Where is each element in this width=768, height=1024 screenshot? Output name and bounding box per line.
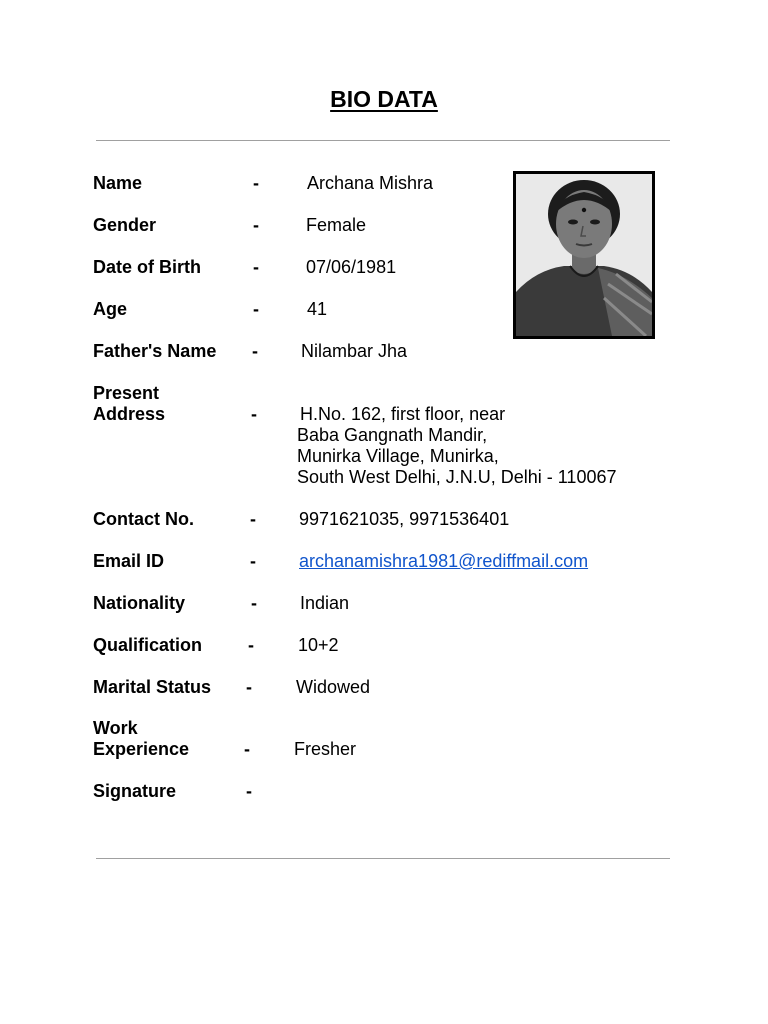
- address-line: H.No. 162, first floor, near: [300, 404, 506, 424]
- father-name-separator: -: [252, 341, 258, 361]
- nationality-value: Indian: [300, 593, 350, 613]
- portrait-illustration: [516, 174, 652, 336]
- address-label-line1: Present: [93, 383, 160, 403]
- age-value: 41: [307, 299, 328, 319]
- marital-status-separator: -: [246, 677, 252, 697]
- qualification-value: 10+2: [298, 635, 339, 655]
- address-line: Baba Gangnath Mandir,: [297, 425, 488, 445]
- work-experience-label-line1: Work: [93, 718, 138, 738]
- age-separator: -: [253, 299, 259, 319]
- work-experience-separator: -: [244, 739, 250, 759]
- marital-status-label: Marital Status: [93, 677, 212, 697]
- gender-separator: -: [253, 215, 259, 235]
- signature-separator: -: [246, 781, 252, 801]
- gender-label: Gender: [93, 215, 157, 235]
- work-experience-value: Fresher: [294, 739, 357, 759]
- address-line: Munirka Village, Munirka,: [297, 446, 499, 466]
- name-label: Name: [93, 173, 143, 193]
- qualification-label: Qualification: [93, 635, 203, 655]
- email-label: Email ID: [93, 551, 165, 571]
- profile-photo: [513, 171, 655, 339]
- marital-status-value: Widowed: [296, 677, 371, 697]
- nationality-label: Nationality: [93, 593, 186, 613]
- dob-separator: -: [253, 257, 259, 277]
- gender-value: Female: [306, 215, 367, 235]
- email-separator: -: [250, 551, 256, 571]
- bottom-divider: [96, 858, 670, 859]
- father-name-value: Nilambar Jha: [301, 341, 408, 361]
- address-label-line2: Address: [93, 404, 166, 424]
- address-separator: -: [251, 404, 257, 424]
- email-link[interactable]: archanamishra1981@rediffmail.com: [299, 551, 589, 571]
- nationality-separator: -: [251, 593, 257, 613]
- father-name-label: Father's Name: [93, 341, 217, 361]
- dob-label: Date of Birth: [93, 257, 201, 277]
- contact-separator: -: [250, 509, 256, 529]
- top-divider: [96, 140, 670, 141]
- dob-value: 07/06/1981: [306, 257, 397, 277]
- work-experience-label-line2: Experience: [93, 739, 190, 759]
- signature-label: Signature: [93, 781, 177, 801]
- address-line: South West Delhi, J.N.U, Delhi - 110067: [297, 467, 617, 487]
- contact-label: Contact No.: [93, 509, 194, 529]
- age-label: Age: [93, 299, 128, 319]
- name-separator: -: [253, 173, 259, 193]
- name-value: Archana Mishra: [307, 173, 434, 193]
- qualification-separator: -: [248, 635, 254, 655]
- contact-value: 9971621035, 9971536401: [299, 509, 510, 529]
- page-title: BIO DATA: [330, 86, 438, 112]
